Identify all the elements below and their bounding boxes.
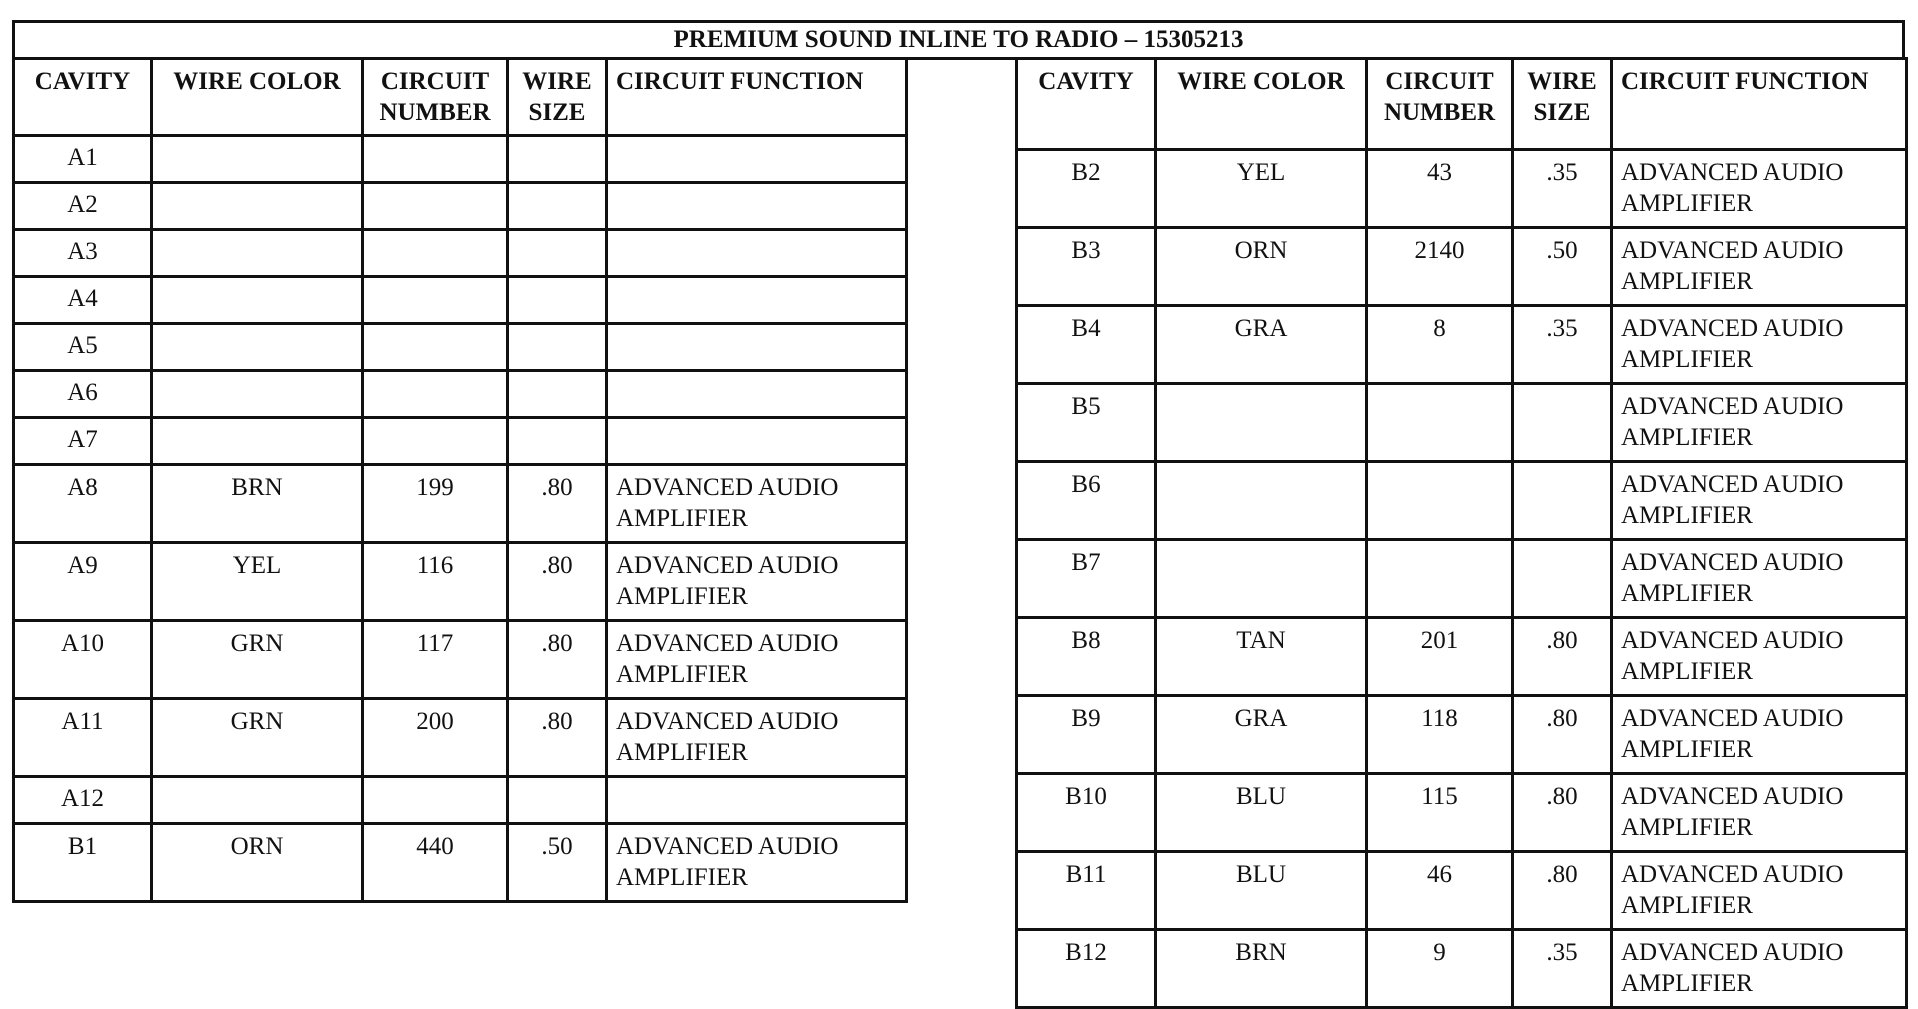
wire-color-cell: GRA xyxy=(1156,696,1367,774)
wire-size-header: WIRE SIZE xyxy=(508,59,607,136)
cavity-cell: A12 xyxy=(14,777,152,824)
circuit-number-cell xyxy=(363,324,508,371)
wire-color-cell xyxy=(1156,462,1367,540)
circuit-function-cell: ADVANCED AUDIO AMPLIFIER xyxy=(1612,618,1907,696)
cavity-header: CAVITY xyxy=(14,59,152,136)
table-row xyxy=(1017,306,1907,384)
circuit-function-cell xyxy=(607,230,907,277)
wire-size-cell: .80 xyxy=(508,699,607,777)
cavity-cell: A9 xyxy=(14,543,152,621)
circuit-number-cell: 46 xyxy=(1367,852,1513,930)
circuit-function-cell: ADVANCED AUDIO AMPLIFIER xyxy=(1612,462,1907,540)
wire-color-cell xyxy=(152,277,363,324)
cavity-cell: A10 xyxy=(14,621,152,699)
circuit-number-cell: 115 xyxy=(1367,774,1513,852)
wire-size-cell: .80 xyxy=(1513,618,1612,696)
circuit-function-cell xyxy=(607,136,907,183)
wire-color-cell: GRN xyxy=(152,699,363,777)
circuit-number-cell: 201 xyxy=(1367,618,1513,696)
circuit-number-cell xyxy=(1367,384,1513,462)
circuit-number-cell: 43 xyxy=(1367,150,1513,228)
circuit-number-cell: 2140 xyxy=(1367,228,1513,306)
wire-size-cell: .35 xyxy=(1513,930,1612,1008)
table-row xyxy=(14,824,907,902)
table-row xyxy=(14,418,907,465)
circuit-function-cell: ADVANCED AUDIO AMPLIFIER xyxy=(1612,306,1907,384)
wire-size-cell: .80 xyxy=(508,621,607,699)
table-row xyxy=(14,621,907,699)
cavity-cell: B8 xyxy=(1017,618,1156,696)
wire-size-cell xyxy=(508,324,607,371)
table-row xyxy=(1017,696,1907,774)
cavity-cell: A11 xyxy=(14,699,152,777)
table-row xyxy=(14,699,907,777)
right-connector-table xyxy=(1015,57,1908,1009)
wire-color-cell xyxy=(152,418,363,465)
circuit-number-cell: 200 xyxy=(363,699,508,777)
wire-color-cell: ORN xyxy=(152,824,363,902)
circuit-function-cell: ADVANCED AUDIO AMPLIFIER xyxy=(1612,384,1907,462)
circuit-number-cell: 117 xyxy=(363,621,508,699)
circuit-function-cell xyxy=(607,418,907,465)
table-row xyxy=(14,183,907,230)
cavity-cell: A1 xyxy=(14,136,152,183)
table-row xyxy=(1017,384,1907,462)
circuit-function-cell: ADVANCED AUDIO AMPLIFIER xyxy=(1612,150,1907,228)
table-row xyxy=(1017,150,1907,228)
wire-size-cell: .35 xyxy=(1513,306,1612,384)
wire-color-cell xyxy=(1156,384,1367,462)
wire-color-cell: GRN xyxy=(152,621,363,699)
wire-size-cell xyxy=(508,230,607,277)
cavity-cell: B7 xyxy=(1017,540,1156,618)
table-row xyxy=(14,230,907,277)
wire-color-cell: BLU xyxy=(1156,774,1367,852)
circuit-number-cell xyxy=(1367,540,1513,618)
cavity-cell: B12 xyxy=(1017,930,1156,1008)
wire-size-cell xyxy=(508,277,607,324)
table-row xyxy=(1017,540,1907,618)
wire-size-cell xyxy=(508,136,607,183)
cavity-cell: B6 xyxy=(1017,462,1156,540)
table-row xyxy=(14,371,907,418)
table-row xyxy=(1017,852,1907,930)
cavity-header: CAVITY xyxy=(1017,59,1156,150)
circuit-function-cell: ADVANCED AUDIO AMPLIFIER xyxy=(607,621,907,699)
wire-color-cell: BLU xyxy=(1156,852,1367,930)
wire-size-cell: .80 xyxy=(1513,774,1612,852)
circuit-function-cell: ADVANCED AUDIO AMPLIFIER xyxy=(607,465,907,543)
table-row xyxy=(1017,228,1907,306)
wire-size-cell xyxy=(1513,540,1612,618)
wire-size-cell xyxy=(508,777,607,824)
circuit-function-cell: ADVANCED AUDIO AMPLIFIER xyxy=(607,543,907,621)
circuit-function-cell: ADVANCED AUDIO AMPLIFIER xyxy=(1612,696,1907,774)
circuit-number-cell: 118 xyxy=(1367,696,1513,774)
left-connector-table xyxy=(12,57,908,903)
cavity-cell: B3 xyxy=(1017,228,1156,306)
wire-color-header: WIRE COLOR xyxy=(1156,59,1367,150)
cavity-cell: B1 xyxy=(14,824,152,902)
table-row xyxy=(1017,462,1907,540)
cavity-cell: B10 xyxy=(1017,774,1156,852)
right-header-row xyxy=(1017,59,1907,150)
wire-color-cell xyxy=(152,371,363,418)
circuit-function-header: CIRCUIT FUNCTION xyxy=(607,59,907,136)
wire-color-cell: BRN xyxy=(1156,930,1367,1008)
cavity-cell: B4 xyxy=(1017,306,1156,384)
table-title: PREMIUM SOUND INLINE TO RADIO – 15305213 xyxy=(12,20,1905,60)
wire-size-cell xyxy=(1513,384,1612,462)
cavity-cell: A3 xyxy=(14,230,152,277)
wire-size-cell: .50 xyxy=(1513,228,1612,306)
wire-color-cell xyxy=(152,230,363,277)
table-row xyxy=(1017,774,1907,852)
circuit-function-cell: ADVANCED AUDIO AMPLIFIER xyxy=(1612,774,1907,852)
circuit-number-cell xyxy=(363,371,508,418)
left-header-row xyxy=(14,59,907,136)
wire-size-cell: .80 xyxy=(508,543,607,621)
right-table-body xyxy=(1017,150,1907,1008)
left-table-body xyxy=(14,136,907,902)
circuit-function-header: CIRCUIT FUNCTION xyxy=(1612,59,1907,150)
circuit-number-cell: 440 xyxy=(363,824,508,902)
cavity-cell: A7 xyxy=(14,418,152,465)
wire-color-cell xyxy=(152,777,363,824)
circuit-number-header: CIRCUIT NUMBER xyxy=(1367,59,1513,150)
cavity-cell: A8 xyxy=(14,465,152,543)
cavity-cell: A5 xyxy=(14,324,152,371)
circuit-function-cell xyxy=(607,777,907,824)
circuit-number-cell: 9 xyxy=(1367,930,1513,1008)
wire-color-cell: ORN xyxy=(1156,228,1367,306)
circuit-number-cell: 116 xyxy=(363,543,508,621)
circuit-number-header: CIRCUIT NUMBER xyxy=(363,59,508,136)
circuit-number-cell: 8 xyxy=(1367,306,1513,384)
wire-color-cell xyxy=(152,183,363,230)
wire-color-cell xyxy=(152,324,363,371)
circuit-function-cell: ADVANCED AUDIO AMPLIFIER xyxy=(607,699,907,777)
cavity-cell: B2 xyxy=(1017,150,1156,228)
circuit-number-cell xyxy=(1367,462,1513,540)
circuit-function-cell: ADVANCED AUDIO AMPLIFIER xyxy=(1612,930,1907,1008)
wire-size-cell: .80 xyxy=(1513,852,1612,930)
table-row xyxy=(14,543,907,621)
cavity-cell: B5 xyxy=(1017,384,1156,462)
wire-size-cell xyxy=(508,418,607,465)
wire-color-cell: YEL xyxy=(152,543,363,621)
circuit-function-cell xyxy=(607,324,907,371)
cavity-cell: A2 xyxy=(14,183,152,230)
circuit-number-cell xyxy=(363,136,508,183)
cavity-cell: B11 xyxy=(1017,852,1156,930)
wire-size-cell: .80 xyxy=(508,465,607,543)
table-row xyxy=(14,136,907,183)
wire-size-cell xyxy=(1513,462,1612,540)
wire-color-cell: BRN xyxy=(152,465,363,543)
wire-size-cell: .80 xyxy=(1513,696,1612,774)
circuit-function-cell: ADVANCED AUDIO AMPLIFIER xyxy=(1612,852,1907,930)
circuit-function-cell: ADVANCED AUDIO AMPLIFIER xyxy=(1612,540,1907,618)
circuit-number-cell xyxy=(363,230,508,277)
cavity-cell: A4 xyxy=(14,277,152,324)
wire-size-cell xyxy=(508,371,607,418)
wire-color-cell xyxy=(1156,540,1367,618)
wire-color-cell: GRA xyxy=(1156,306,1367,384)
wire-size-cell: .50 xyxy=(508,824,607,902)
wire-size-header: WIRE SIZE xyxy=(1513,59,1612,150)
table-row xyxy=(14,277,907,324)
circuit-number-cell: 199 xyxy=(363,465,508,543)
wire-color-header: WIRE COLOR xyxy=(152,59,363,136)
wire-size-cell: .35 xyxy=(1513,150,1612,228)
circuit-function-cell: ADVANCED AUDIO AMPLIFIER xyxy=(607,824,907,902)
circuit-number-cell xyxy=(363,418,508,465)
table-row xyxy=(1017,618,1907,696)
wire-size-cell xyxy=(508,183,607,230)
circuit-number-cell xyxy=(363,777,508,824)
circuit-function-cell xyxy=(607,371,907,418)
wire-color-cell: YEL xyxy=(1156,150,1367,228)
circuit-function-cell xyxy=(607,183,907,230)
circuit-function-cell: ADVANCED AUDIO AMPLIFIER xyxy=(1612,228,1907,306)
table-row xyxy=(14,324,907,371)
cavity-cell: B9 xyxy=(1017,696,1156,774)
circuit-function-cell xyxy=(607,277,907,324)
wire-color-cell: TAN xyxy=(1156,618,1367,696)
table-row xyxy=(14,777,907,824)
cavity-cell: A6 xyxy=(14,371,152,418)
circuit-number-cell xyxy=(363,183,508,230)
wire-color-cell xyxy=(152,136,363,183)
circuit-number-cell xyxy=(363,277,508,324)
table-row xyxy=(14,465,907,543)
table-row xyxy=(1017,930,1907,1008)
